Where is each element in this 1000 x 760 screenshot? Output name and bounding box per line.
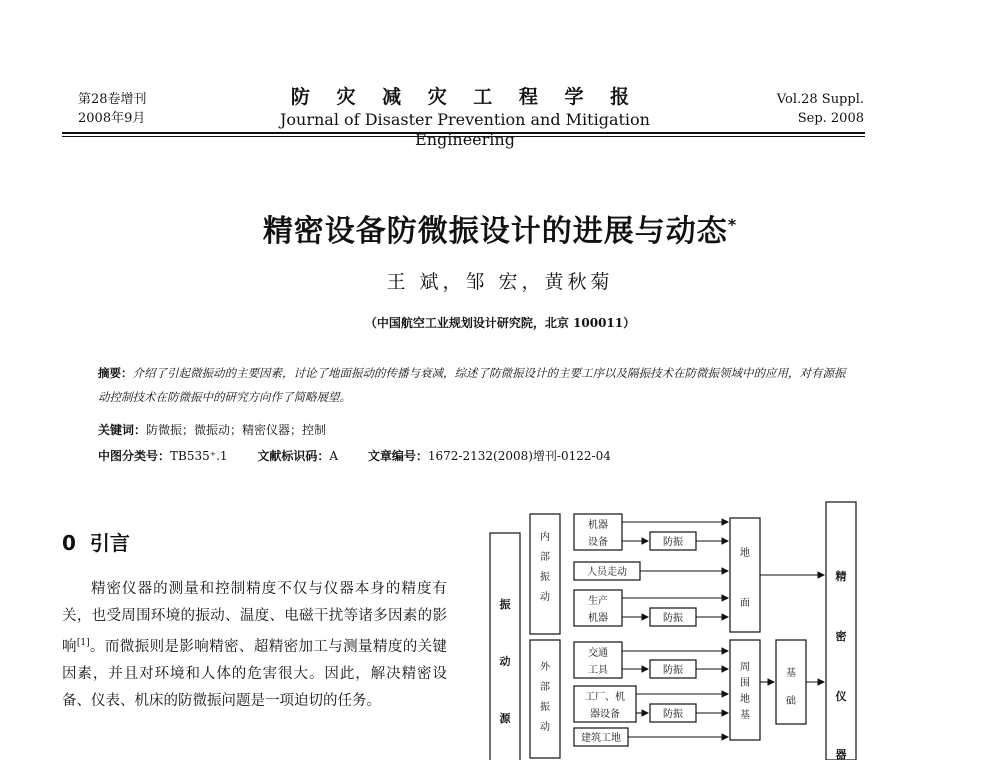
volume-cn: 第28卷增刊 xyxy=(78,92,147,107)
surrounding-box xyxy=(730,640,760,740)
diagram-label-internal-3: 振 xyxy=(540,572,550,583)
diagram-label-internal-2: 部 xyxy=(540,552,550,563)
citation: [1] xyxy=(76,638,90,648)
diagram-label-isolation: 防振 xyxy=(663,537,683,548)
header-rule-thin xyxy=(62,136,865,137)
diagram-label-personnel: 人员走动 xyxy=(587,567,627,578)
diagram-label-internal-1: 内 xyxy=(540,532,550,543)
classification xyxy=(98,447,637,464)
clc-value: TB535⁺.1 xyxy=(170,449,228,463)
paragraph xyxy=(62,576,447,715)
diagram-label-machine-2: 设备 xyxy=(588,537,608,548)
clc-label: 中图分类号： xyxy=(98,449,171,463)
section-title: 引言 xyxy=(89,531,130,555)
diagram-label-external-3: 振 xyxy=(540,702,550,713)
vibration-source-diagram xyxy=(480,500,870,760)
journal-name-en: Journal of Disaster Prevention and Mitigation Engineering xyxy=(280,110,650,149)
diagram-label-source-1: 振 xyxy=(499,598,511,611)
article-label: 文章编号： xyxy=(367,449,428,463)
diagram-label-external-2: 部 xyxy=(540,682,550,693)
diagram-label-machine-1: 机器 xyxy=(588,520,608,531)
keywords xyxy=(98,421,326,438)
clc-number xyxy=(98,447,228,464)
diagram-label-production-1: 生产 xyxy=(588,596,608,607)
diagram-label-isolation: 防振 xyxy=(663,709,683,720)
diagram-label-traffic-1: 交通 xyxy=(588,648,608,659)
doc-value: A xyxy=(329,449,339,463)
external-vibration-box xyxy=(530,640,560,758)
article-value: 1672-2132(2008)增刊-0122-04 xyxy=(427,449,611,463)
diagram-label-instrument-2: 密 xyxy=(835,630,847,643)
article-number xyxy=(368,447,611,464)
diagram-label-source-2: 动 xyxy=(499,655,511,668)
abstract xyxy=(98,361,848,409)
keywords-label: 关键词： xyxy=(98,423,147,437)
diagram-label-surrounding-4: 基 xyxy=(740,710,750,721)
diagram-label-isolation: 防振 xyxy=(663,613,683,624)
doc-code xyxy=(257,447,338,464)
diagram-label-instrument-4: 器 xyxy=(835,748,847,760)
diagram-label-production-2: 机器 xyxy=(588,613,608,624)
diagram-label-ground-2: 面 xyxy=(740,598,750,609)
ground-box xyxy=(730,518,760,632)
para1-part-b: 。而微振则是影响精密、超精密加工与测量精度的关键因素，并且对环境和人体的危害很大。因此，解决精密设备、仪表、机床的防微振问题是一项迫切的任务。 xyxy=(62,638,447,709)
diagram-label-ground-1: 地 xyxy=(740,548,750,559)
volume-en: Vol.28 Suppl. xyxy=(776,92,864,107)
diagram-label-isolation: 防振 xyxy=(663,665,683,676)
diagram-label-factory-1: 工厂、机 xyxy=(585,692,625,703)
journal-name xyxy=(230,84,700,150)
section-heading xyxy=(62,527,130,556)
body-text xyxy=(62,576,447,715)
diagram-label-traffic-2: 工具 xyxy=(588,665,608,676)
diagram-label-instrument-1: 精 xyxy=(835,570,847,583)
date-en: Sep. 2008 xyxy=(797,111,864,126)
header-right xyxy=(777,90,864,128)
diagram-label-instrument-3: 仪 xyxy=(835,690,847,703)
diagram-label-external-4: 动 xyxy=(540,722,550,733)
affiliation: （中国航空工业规划设计研究院，北京 100011） xyxy=(364,316,636,330)
abstract-text: 介绍了引起微振动的主要因素，讨论了地面振动的传播与衰减，综述了防微振设计的主要工序以及隔振技术在防微振领域中的应用，对有源振动控制技术在防微振中的研究方向作了简略展望。 xyxy=(98,366,846,404)
abstract-label: 摘要： xyxy=(98,366,133,380)
foundation-box xyxy=(776,640,806,724)
paper-title xyxy=(0,206,1000,250)
keywords-text: 防微振；微振动；精密仪器；控制 xyxy=(146,423,327,437)
paper-title-text: 精密设备防微振设计的进展与动态 xyxy=(262,214,728,249)
diagram-label-surrounding-2: 围 xyxy=(740,678,750,689)
section-number: 0 xyxy=(62,531,76,555)
diagram-label-surrounding-3: 地 xyxy=(740,694,750,705)
doc-label: 文献标识码： xyxy=(257,449,330,463)
diagram-label-external-1: 外 xyxy=(540,662,550,673)
authors: 王 斌，邹 宏，黄秋菊 xyxy=(386,271,614,293)
header-left xyxy=(78,90,147,128)
para1-part-a: 精密仪器的测量和控制精度不仅与仪器本身的精度有关，也受周围环境的振动、温度、电磁干扰等诸多因素的影响 xyxy=(62,581,447,655)
title-footnote-mark: * xyxy=(727,215,738,234)
diagram-label-source-3: 源 xyxy=(499,712,511,725)
date-cn: 2008年9月 xyxy=(78,111,146,126)
diagram-label-construction: 建筑工地 xyxy=(581,733,621,744)
vibration-source-box xyxy=(490,533,520,760)
diagram-label-foundation-1: 基 xyxy=(786,668,796,679)
diagram-label-factory-2: 器设备 xyxy=(590,709,620,720)
diagram-label-internal-4: 动 xyxy=(540,592,550,603)
diagram-label-foundation-2: 础 xyxy=(786,696,796,707)
journal-name-cn: 防 灾 减 灾 工 程 学 报 xyxy=(290,86,640,108)
diagram-label-surrounding-1: 周 xyxy=(740,662,750,673)
header-rule-thick xyxy=(62,132,865,134)
